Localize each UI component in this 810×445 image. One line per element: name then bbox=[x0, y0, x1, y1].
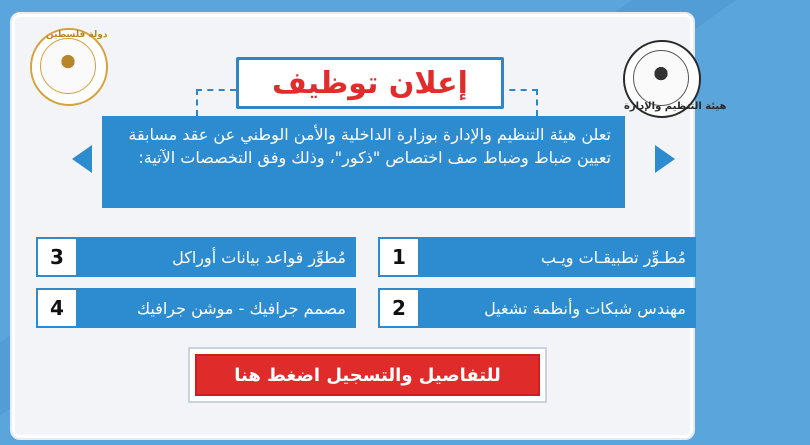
chevron-left-icon bbox=[72, 145, 92, 173]
specialty-number: 3 bbox=[36, 237, 78, 277]
specialty-label: مصمم جرافيك - موشن جرافيك bbox=[78, 288, 356, 328]
eagle-emblem-icon bbox=[649, 64, 673, 88]
title-box bbox=[236, 57, 504, 109]
title-connector-line bbox=[196, 89, 198, 116]
register-button[interactable]: للتفاصيل والتسجيل اضغط هنا bbox=[195, 354, 540, 396]
chevron-right-icon bbox=[655, 145, 675, 173]
specialty-number: 1 bbox=[378, 237, 420, 277]
title-connector-line bbox=[196, 89, 236, 91]
specialty-item bbox=[36, 288, 356, 328]
specialty-number: 4 bbox=[36, 288, 78, 328]
eagle-emblem-icon bbox=[56, 52, 80, 76]
title-connector-line bbox=[498, 89, 538, 91]
right-logo-text: هيئة التنظيم والإدارة bbox=[624, 101, 727, 112]
specialty-item bbox=[36, 237, 356, 277]
specialty-label: مُطوِّر قواعد بيانات أوراكل bbox=[78, 237, 356, 277]
specialty-number: 2 bbox=[378, 288, 420, 328]
announcement-text: تعلن هيئة التنظيم والإدارة بوزارة الداخلية والأمن الوطني عن عقد مسابقة تعيين ضباط وضباط صف اختصاص "ذكور"، وذلك وفق التخصصات الآتية: bbox=[102, 116, 625, 208]
page-title: إعلان توظيف bbox=[272, 65, 468, 101]
specialty-label: مُطـوِّر تطبيقـات ويـب bbox=[420, 237, 696, 277]
specialty-item bbox=[378, 237, 696, 277]
specialty-item bbox=[378, 288, 696, 328]
left-logo-text: دولة فلسطين bbox=[46, 30, 108, 40]
specialty-label: مهندس شبكات وأنظمة تشغيل bbox=[420, 288, 696, 328]
title-connector-line bbox=[536, 89, 538, 116]
